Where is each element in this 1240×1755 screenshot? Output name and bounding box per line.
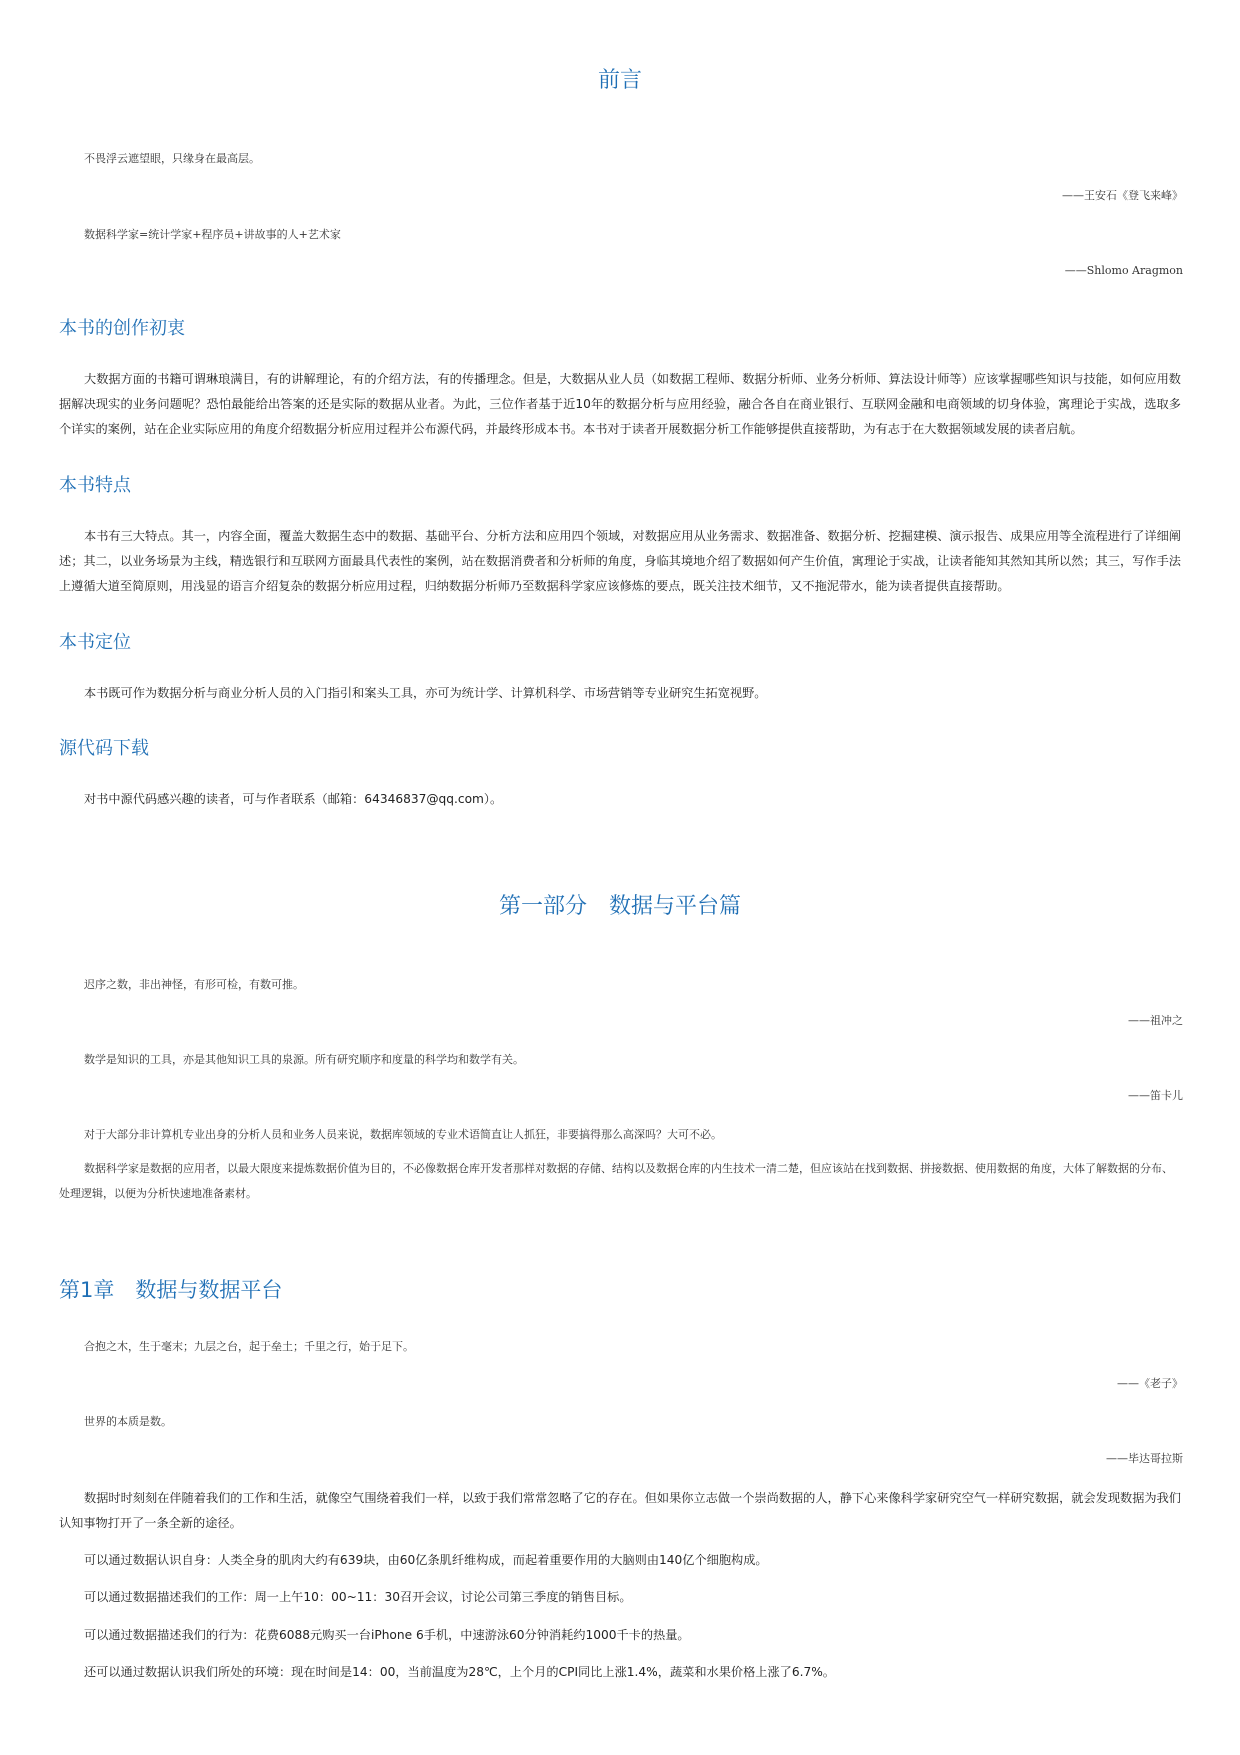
chapter-paragraph: 还可以通过数据认识我们所处的环境：现在时间是14：00，当前温度为28℃，上个月的CPI同比上涨1.4%，蔬菜和水果价格上涨了6.7%。 <box>84 1665 835 1679</box>
chapter-paragraph: 数据时时刻刻在伴随着我们的工作和生活，就像空气围绕着我们一样，以致于我们常常忽略了它的存在。但如果你立志做一个崇尚数据的人，静下心来像科学家研究空气一样研究数据，就会发现数据为我们认知事物打开了一条全新的途径。 <box>59 1491 1181 1530</box>
chapter-paragraph: 可以通过数据认识自身：人类全身的肌肉大约有639块，由60亿条肌纤维构成，而起着重要作用的大脑则由140亿个细胞构成。 <box>84 1553 768 1567</box>
epigraph-quote: 合抱之木，生于毫末；九层之台，起于垒土；千里之行，始于足下。 <box>84 1340 414 1353</box>
intro-paragraph: 对于大部分非计算机专业出身的分析人员和业务人员来说，数据库领域的专业术语简直让人抓狂，非要搞得那么高深吗？大可不必。 <box>84 1128 722 1141</box>
chapter-paragraph: 可以通过数据描述我们的行为：花费6088元购买一台iPhone 6手机，中速游泳60分钟消耗约1000千卡的热量。 <box>84 1628 690 1642</box>
epigraph-quote: 数据科学家=统计学家+程序员+讲故事的人+艺术家 <box>84 228 341 241</box>
section-heading: 本书特点 <box>59 475 131 496</box>
part-title: 第一部分 数据与平台篇 <box>498 894 741 919</box>
section-heading: 源代码下载 <box>59 738 149 759</box>
chapter-title: 第1章 数据与数据平台 <box>59 1278 283 1302</box>
epigraph-attribution: ——Shlomo Aragmon <box>1064 264 1183 277</box>
epigraph-attribution: ——毕达哥拉斯 <box>1106 1452 1183 1465</box>
epigraph-quote: 世界的本质是数。 <box>84 1415 172 1428</box>
preface-title: 前言 <box>597 68 642 93</box>
epigraph-quote: 不畏浮云遮望眼，只缘身在最高层。 <box>84 152 260 165</box>
section-paragraph: 大数据方面的书籍可谓琳琅满目，有的讲解理论，有的介绍方法，有的传播理念。但是，大数据从业人员（如数据工程师、数据分析师、业务分析师、算法设计师等）应该掌握哪些知识与技能，如何应用数据解决现实的业务问题呢？恐怕最能给出答案的还是实际的数据从业者。为此，三位作者基于近10年的数据分析与应用经验，融合各自在商业银行、互联网金融和电商领域的切身体验，寓理论于实战，选取多个详实的案例，站在企业实际应用的角度介绍数据分析应用过程并公布源代码，并最终形成本书。本书对于读者开展数据分析工作能够提供直接帮助，为有志于在大数据领域发展的读者启航。 <box>59 372 1181 436</box>
intro-paragraph: 数据科学家是数据的应用者，以最大限度来提炼数据价值为目的，不必像数据仓库开发者那样对数据的存储、结构以及数据仓库的内生技术一清二楚，但应该站在找到数据、拼接数据、使用数据的角度，大体了解数据的分布、处理逻辑，以便为分析快速地准备素材。 <box>59 1162 1173 1200</box>
epigraph-quote: 数学是知识的工具，亦是其他知识工具的泉源。所有研究顺序和度量的科学均和数学有关。 <box>84 1053 524 1066</box>
section-heading: 本书的创作初衷 <box>59 318 185 339</box>
chapter-paragraph: 可以通过数据描述我们的工作：周一上午10：00~11：30召开会议，讨论公司第三季度的销售目标。 <box>84 1590 632 1604</box>
epigraph-attribution: ——祖冲之 <box>1128 1014 1183 1027</box>
epigraph-attribution: ——笛卡儿 <box>1128 1089 1183 1102</box>
section-paragraph: 本书既可作为数据分析与商业分析人员的入门指引和案头工具，亦可为统计学、计算机科学、市场营销等专业研究生拓宽视野。 <box>84 686 767 700</box>
section-heading: 本书定位 <box>59 632 131 653</box>
epigraph-attribution: ——《老子》 <box>1117 1377 1183 1390</box>
epigraph-attribution: ——王安石《登飞来峰》 <box>1062 189 1183 202</box>
section-paragraph: 本书有三大特点。其一，内容全面，覆盖大数据生态中的数据、基础平台、分析方法和应用四个领域，对数据应用从业务需求、数据准备、数据分析、挖掘建模、演示报告、成果应用等全流程进行了详细阐述；其二，以业务场景为主线，精选银行和互联网方面最具代表性的案例，站在数据消费者和分析师的角度，身临其境地介绍了数据如何产生价值，寓理论于实战，让读者能知其然知其所以然；其三，写作手法上遵循大道至简原则，用浅显的语言介绍复杂的数据分析应用过程，归纳数据分析师乃至数据科学家应该修炼的要点，既关注技术细节，又不拖泥带水，能为读者提供直接帮助。 <box>59 529 1181 593</box>
epigraph-quote: 迟序之数，非出神怪，有形可检，有数可推。 <box>84 978 304 991</box>
section-paragraph: 对书中源代码感兴趣的读者，可与作者联系（邮箱：64346837@qq.com）。 <box>84 792 503 806</box>
